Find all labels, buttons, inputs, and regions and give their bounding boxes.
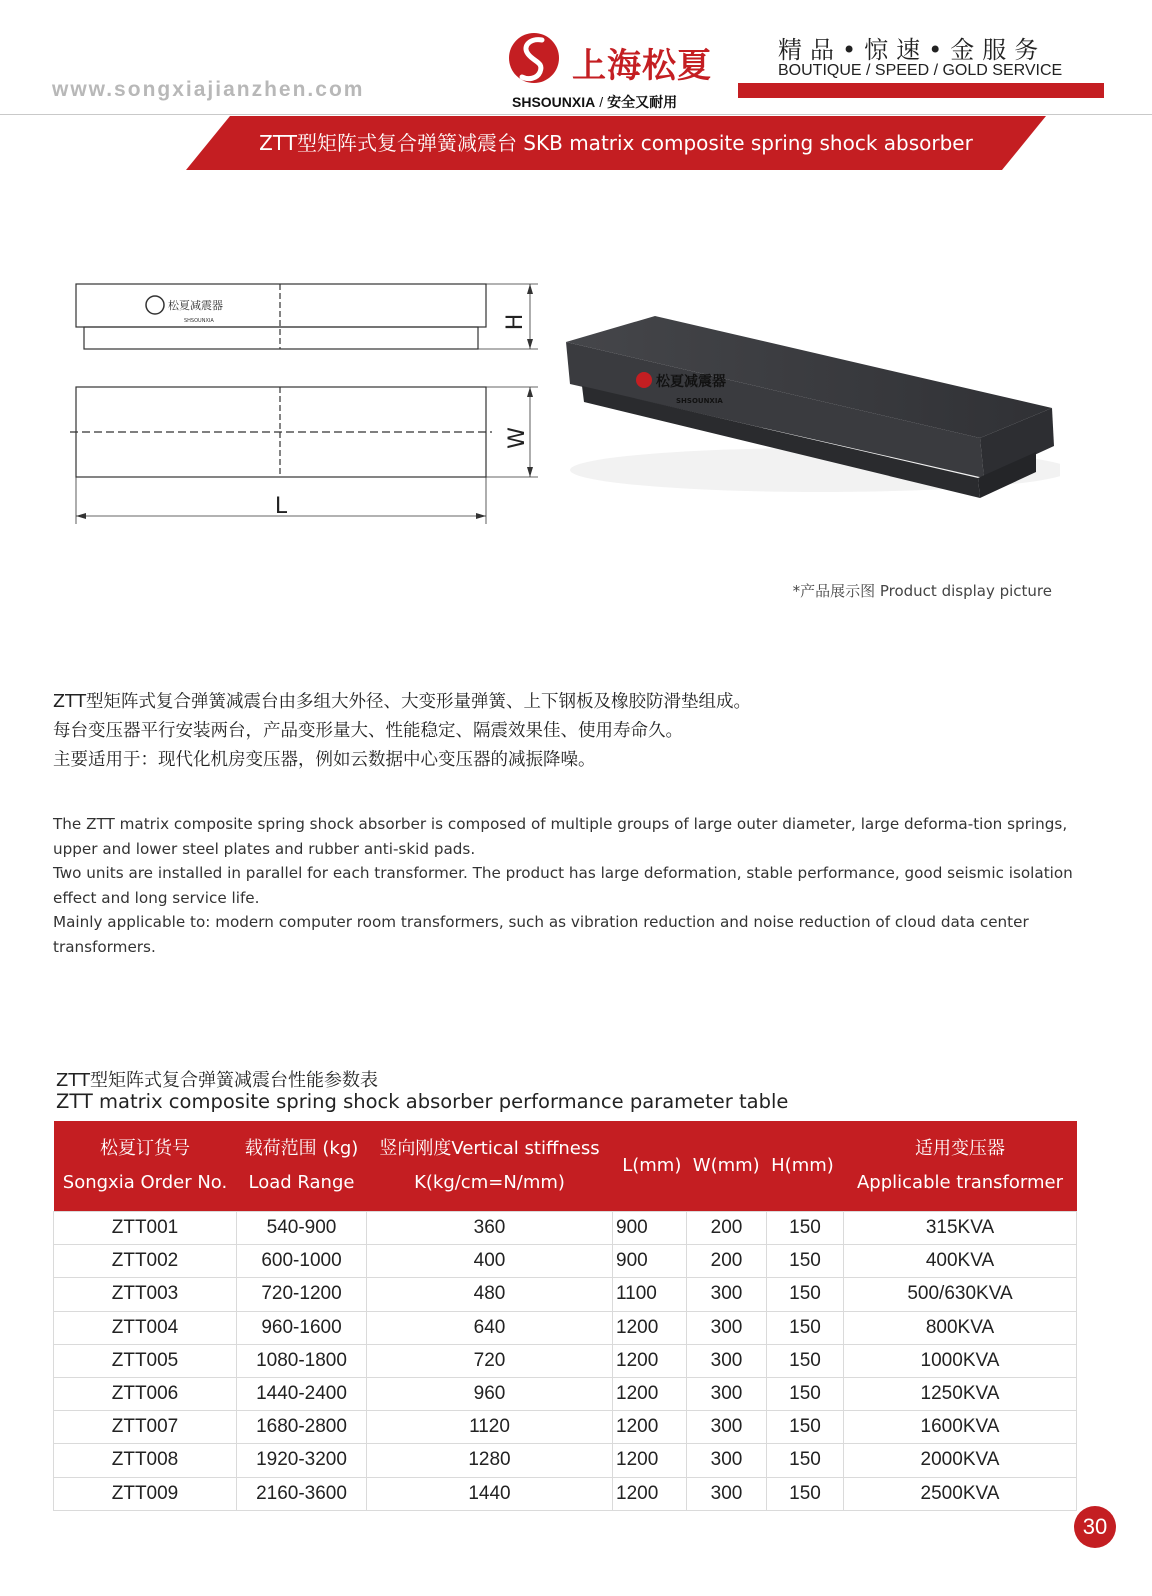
header-stiffness-line1: 竖向刚度Vertical stiffness [379, 1138, 600, 1159]
header-stiffness-line2: K(kg/cm=N/mm) [414, 1172, 565, 1193]
label-l: L [274, 494, 288, 519]
cell-stiffness: 1280 [367, 1444, 613, 1477]
drawing-brand-en: SHSOUNXIA [184, 318, 214, 324]
cell-height: 150 [767, 1212, 844, 1245]
cell-order-no: ZTT003 [54, 1278, 237, 1311]
cell-stiffness: 960 [367, 1377, 613, 1410]
technical-drawing [60, 270, 560, 540]
table-row [54, 1311, 1077, 1344]
table-row [54, 1411, 1077, 1444]
label-h: H [503, 313, 528, 331]
table-row [54, 1344, 1077, 1377]
cell-transformer: 1000KVA [844, 1344, 1077, 1377]
cell-stiffness: 360 [367, 1212, 613, 1245]
header-divider [0, 114, 1152, 115]
header-accent-bar [738, 83, 1104, 98]
header-transformer-en: Applicable transformer [856, 1172, 1064, 1193]
cell-width: 300 [687, 1444, 767, 1477]
table-row [54, 1278, 1077, 1311]
header-transformer-cn: 适用变压器 [915, 1138, 1005, 1159]
cell-length: 1200 [613, 1311, 687, 1344]
cell-height: 150 [767, 1311, 844, 1344]
cell-load-range: 600-1000 [237, 1245, 367, 1278]
header-load-en: Load Range [248, 1172, 355, 1193]
logo-chinese-name: 上海松夏 [572, 46, 712, 86]
cell-width: 300 [687, 1477, 767, 1510]
cell-length: 1200 [613, 1477, 687, 1510]
cell-height: 150 [767, 1411, 844, 1444]
desc-cn-line: 每台变压器平行安装两台，产品变形量大、性能稳定、隔震效果佳、使用寿命久。 [53, 721, 683, 741]
header-dimensions [613, 1121, 844, 1212]
header-transformer [844, 1121, 1077, 1212]
header-order-cn: 松夏订货号 [100, 1138, 190, 1159]
cell-length: 1200 [613, 1411, 687, 1444]
cell-length: 1100 [613, 1278, 687, 1311]
cell-length: 900 [613, 1212, 687, 1245]
cell-stiffness: 640 [367, 1311, 613, 1344]
parameter-table [53, 1121, 1077, 1511]
header-load-range [237, 1121, 367, 1212]
header-order-en: Songxia Order No. [62, 1172, 228, 1193]
cell-order-no: ZTT002 [54, 1245, 237, 1278]
cell-length: 900 [613, 1245, 687, 1278]
cell-width: 300 [687, 1344, 767, 1377]
cell-load-range: 1440-2400 [237, 1377, 367, 1410]
logo-english-name: SHSOUNXIA [512, 94, 596, 110]
cell-load-range: 2160-3600 [237, 1477, 367, 1510]
product-brand-en: SHSOUNXIA [676, 397, 723, 405]
cell-order-no: ZTT005 [54, 1344, 237, 1377]
slogan-english: BOUTIQUE / SPEED / GOLD SERVICE [778, 62, 1063, 79]
cell-stiffness: 400 [367, 1245, 613, 1278]
desc-en-paragraph: The ZTT matrix composite spring shock absorber is composed of multiple groups of large outer diameter, large deforma-tion springs, upper and lower steel plates and rubber anti-skid pads. [53, 815, 1068, 858]
logo-mark-icon [508, 30, 560, 88]
logo-separator: / [599, 94, 604, 110]
cell-width: 200 [687, 1212, 767, 1245]
cell-stiffness: 1440 [367, 1477, 613, 1510]
table-row [54, 1477, 1077, 1510]
table-row [54, 1444, 1077, 1477]
cell-load-range: 960-1600 [237, 1311, 367, 1344]
cell-transformer: 2500KVA [844, 1477, 1077, 1510]
cell-transformer: 315KVA [844, 1212, 1077, 1245]
cell-height: 150 [767, 1278, 844, 1311]
drawing-plate-logo [146, 296, 223, 324]
table-row [54, 1377, 1077, 1410]
cell-stiffness: 1120 [367, 1411, 613, 1444]
cell-load-range: 1080-1800 [237, 1344, 367, 1377]
page-title: ZTT型矩阵式复合弹簧减震台 SKB matrix composite spring shock absorber [259, 131, 973, 155]
cell-transformer: 800KVA [844, 1311, 1077, 1344]
header-stiffness [367, 1121, 613, 1212]
cell-transformer: 2000KVA [844, 1444, 1077, 1477]
table-header-row [54, 1121, 1077, 1212]
desc-en-paragraph: Mainly applicable to: modern computer room transformers, such as vibration reduction and noise reduction of cloud data center transformers. [53, 913, 1029, 956]
label-w: W [505, 427, 530, 449]
cell-width: 200 [687, 1245, 767, 1278]
cell-order-no: ZTT009 [54, 1477, 237, 1510]
header-order-no [54, 1121, 237, 1212]
table-title-english: ZTT matrix composite spring shock absorber performance parameter table [56, 1090, 789, 1113]
cell-width: 300 [687, 1411, 767, 1444]
cell-stiffness: 720 [367, 1344, 613, 1377]
cell-stiffness: 480 [367, 1278, 613, 1311]
desc-cn-line: ZTT型矩阵式复合弹簧减震台由多组大外径、大变形量弹簧、上下钢板及橡胶防滑垫组成。 [53, 692, 752, 712]
cell-order-no: ZTT008 [54, 1444, 237, 1477]
description-english [53, 812, 1083, 959]
cell-order-no: ZTT007 [54, 1411, 237, 1444]
cell-length: 1200 [613, 1444, 687, 1477]
header-load-cn: 载荷范围 (kg) [244, 1138, 359, 1159]
logo-english-line [512, 92, 677, 112]
image-caption: *产品展示图 Product display picture [792, 582, 1052, 600]
cell-length: 1200 [613, 1377, 687, 1410]
cell-height: 150 [767, 1377, 844, 1410]
description-chinese [53, 688, 1093, 775]
cell-transformer: 1250KVA [844, 1377, 1077, 1410]
desc-en-paragraph: Two units are installed in parallel for each transformer. The product has large deformation, stable performance, good seismic isolation effect and long service life. [53, 864, 1073, 907]
cell-order-no: ZTT004 [54, 1311, 237, 1344]
cell-height: 150 [767, 1344, 844, 1377]
product-brand-cn: 松夏减震器 [656, 374, 726, 390]
cell-transformer: 1600KVA [844, 1411, 1077, 1444]
cell-load-range: 540-900 [237, 1212, 367, 1245]
brand-logo [508, 30, 738, 114]
table-row [54, 1245, 1077, 1278]
cell-transformer: 400KVA [844, 1245, 1077, 1278]
cell-height: 150 [767, 1245, 844, 1278]
cell-height: 150 [767, 1444, 844, 1477]
cell-width: 300 [687, 1311, 767, 1344]
desc-cn-line: 主要适用于：现代化机房变压器，例如云数据中心变压器的减振降噪。 [53, 750, 596, 770]
website-url: www.songxiajianzhen.com [52, 78, 365, 101]
cell-load-range: 1680-2800 [237, 1411, 367, 1444]
cell-width: 300 [687, 1278, 767, 1311]
slogan-chinese: 精品•惊速•金服务 [778, 36, 1047, 64]
cell-order-no: ZTT001 [54, 1212, 237, 1245]
cell-height: 150 [767, 1477, 844, 1510]
logo-tagline: 安全又耐用 [607, 94, 678, 110]
cell-transformer: 500/630KVA [844, 1278, 1077, 1311]
cell-length: 1200 [613, 1344, 687, 1377]
header-lwh: L(mm) W(mm) H(mm) [622, 1155, 834, 1176]
drawing-brand-cn: 松夏减震器 [168, 299, 223, 312]
product-image [560, 300, 1060, 515]
table-row [54, 1212, 1077, 1245]
cell-width: 300 [687, 1377, 767, 1410]
cell-load-range: 720-1200 [237, 1278, 367, 1311]
page-number: 30 [1074, 1506, 1116, 1548]
cell-load-range: 1920-3200 [237, 1444, 367, 1477]
cell-order-no: ZTT006 [54, 1377, 237, 1410]
table-title-chinese: ZTT型矩阵式复合弹簧减震台性能参数表 [56, 1070, 379, 1091]
